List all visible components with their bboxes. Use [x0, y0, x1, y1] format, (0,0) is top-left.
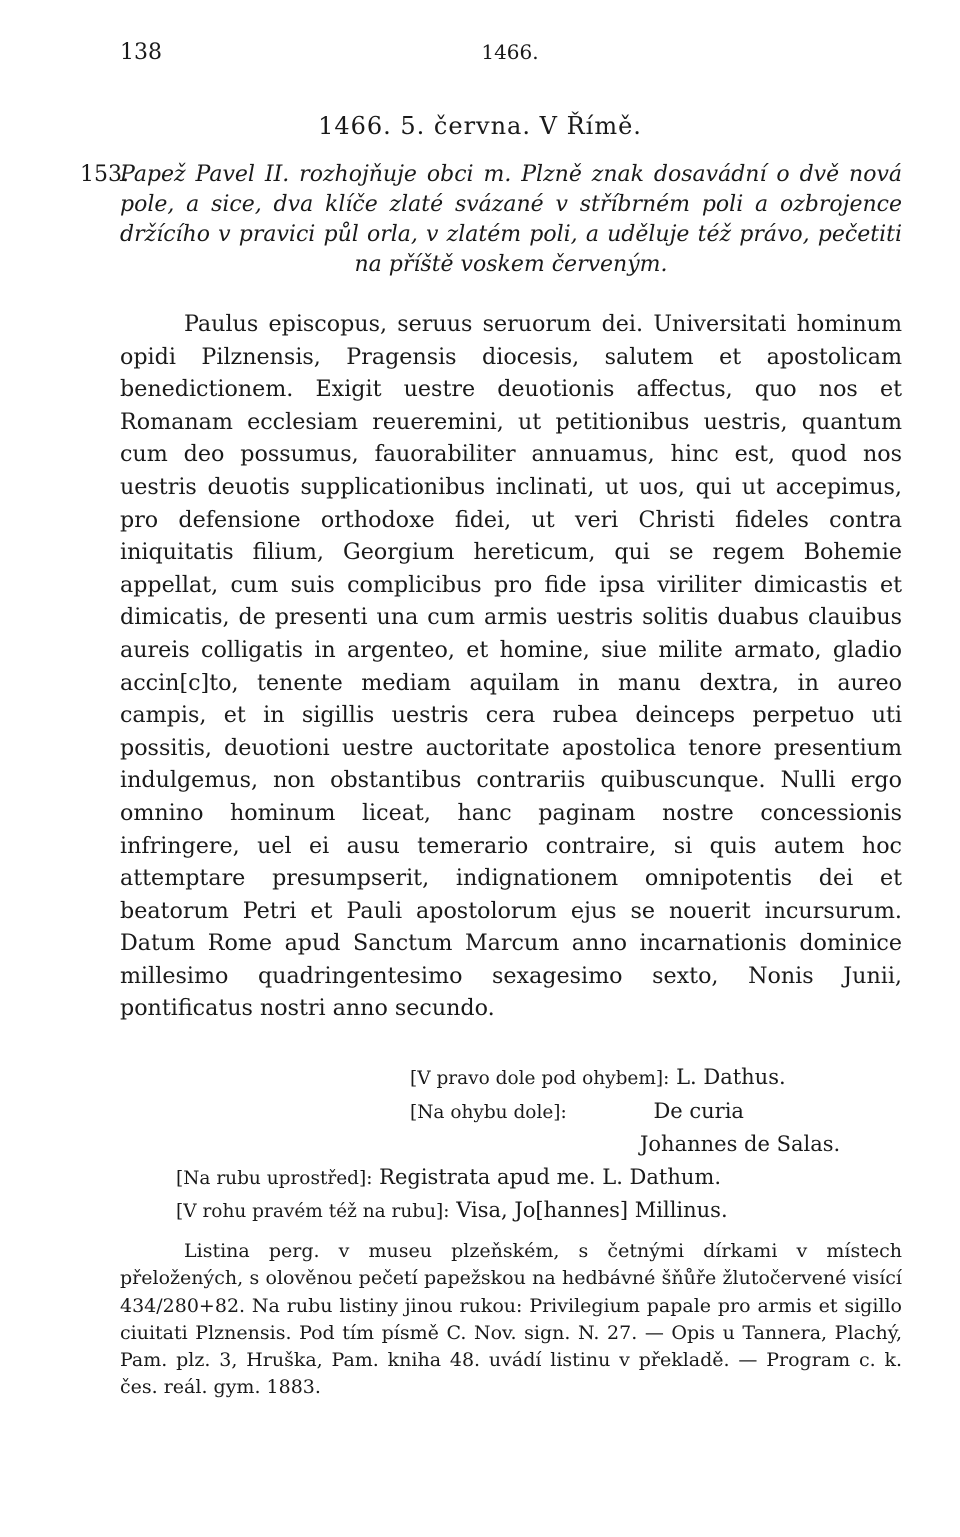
note-text: Registrata apud me. L. Dathum. — [379, 1164, 721, 1189]
endorsement-notes — [120, 1062, 902, 1229]
regest-summary: Papež Pavel II. rozhojňuje obci m. Plzně znak dosavádní o dvě nová pole, a sice, dva klíče zlaté svázané v stříbrném poli a ozbrojence držícího v pravici půl orla, v zlatém poli, a uděluje též právo, pečetiti na příště voskem červeným. — [120, 162, 902, 277]
document-number: 153. — [80, 162, 129, 187]
note-location: [V rohu pravém též na rubu]: — [176, 1201, 450, 1222]
page-header — [120, 40, 900, 74]
archival-description: Listina perg. v museu plzeňském, s četnými dírkami v místech přeložených, s olověnou pečetí papežskou na hedbávné šňůře žlutočervené visící 434/280+82. Na rubu listiny jinou rukou: Privilegium papale pro armis et sigillo ciuitati Plznensis. Pod tím písmě C. Nov. sign. N. 27. — Opis u Tannera, Plachý, Pam. plz. 3, Hruška, Pam. kniha 48. uvádí listinu v překladě. — Program c. k. čes. reál. gym. 1883. — [120, 1240, 902, 1399]
page-number: 138 — [120, 40, 162, 65]
note-text: Visa, Jo[hannes] Millinus. — [456, 1198, 728, 1222]
note-line — [176, 1162, 902, 1195]
note-line — [640, 1129, 902, 1161]
note-text: Johannes de Salas. — [640, 1132, 841, 1156]
note-line — [176, 1195, 902, 1228]
note-text: L. Dathus. — [676, 1065, 786, 1089]
note-location: [Na rubu uprostřed]: — [176, 1167, 373, 1189]
charter-date-place: 1466. 5. června. V Římě. — [318, 112, 642, 140]
charter-latin-text: Paulus episcopus, seruus seruorum dei. Universitati hominum opidi Pilznensis, Pragensis diocesis, salutem et apostolicam benedictionem. Exigit uestre deuotionis affectus, quo nos et Romanam ecclesiam reueremini, ut petitionibus uestris, quantum cum deo possumus, fauorabiliter annuamus, hinc est, quod nos uestris deuotis supplicationibus inclinati, ut uos, qui ut accepimus, pro defensione orthodoxe fidei, ut veri Christi fideles contra iniquitatis filium, Georgium hereticum, qui se regem Bohemie appellat, cum suis complicibus pro fide ipsa viriliter dimicastis et dimicatis, de presenti una cum armis uestris solitis duabus clauibus aureis colligatis in argenteo, et homine, siue milite armato, gladio accin[c]to, tenente mediam aquilam in manu dextra, in aureo campis, et in sigillis uestris cera rubea deinceps perpetuo uti possitis, deuotioni uestre auctoritate apostolica tenore presentium indulgemus, non obstantibus contrariis quibuscunque. Nulli ergo omnino hominum liceat, hanc paginam nostre concessionis infringere, uel ei ausu temerario contraire, si quis autem hoc attemptare presumpserit, indignationem omnipotentis dei et beatorum Petri et Pauli apostolorum ejus se nouerit incursurum. Datum Rome apud Sanctum Marcum anno incarnationis dominice millesimo quadringentesimo sexagesimo sexto, Nonis Junii, pontificatus nostri anno secundo. — [120, 311, 902, 1022]
note-line — [410, 1062, 902, 1095]
note-line — [410, 1096, 902, 1129]
regest-block — [80, 160, 902, 280]
note-text: De curia — [653, 1098, 744, 1123]
running-header-year: 1466. — [481, 40, 539, 64]
note-location: [Na ohybu dole]: — [410, 1101, 567, 1123]
note-location: [V pravo dole pod ohybem]: — [410, 1068, 670, 1089]
